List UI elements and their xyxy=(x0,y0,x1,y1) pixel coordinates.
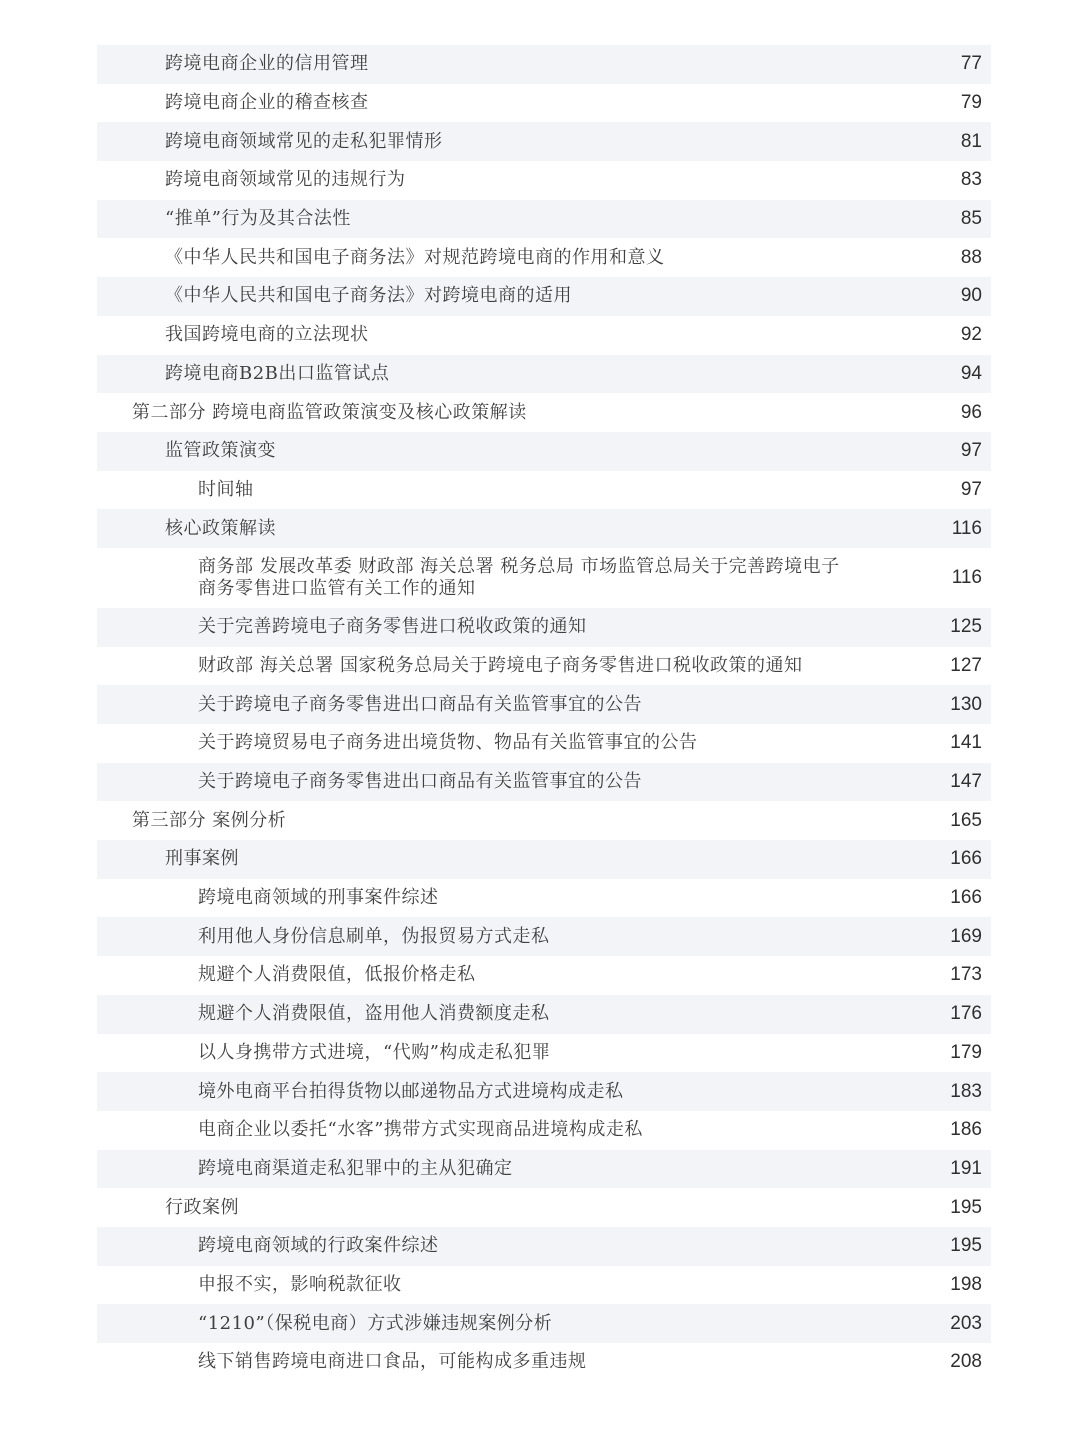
toc-entry-title: 第二部分 跨境电商监管政策演变及核心政策解读 xyxy=(132,401,527,423)
toc-entry[interactable] xyxy=(97,200,991,239)
toc-entry[interactable] xyxy=(97,432,991,471)
toc-entry-page: 166 xyxy=(950,848,982,870)
toc-entry[interactable] xyxy=(97,355,991,394)
toc-entry[interactable] xyxy=(97,879,991,918)
toc-entry[interactable] xyxy=(97,45,991,84)
toc-entry[interactable] xyxy=(97,1227,991,1266)
toc-entry-title: 第三部分 案例分析 xyxy=(132,809,287,831)
toc-entry-page: 85 xyxy=(960,208,982,230)
toc-entry-page: 165 xyxy=(950,809,982,831)
toc-entry-title: 核心政策解读 xyxy=(165,517,276,539)
toc-entry[interactable] xyxy=(97,1072,991,1111)
toc-entry-page: 147 xyxy=(950,771,982,793)
toc-entry[interactable] xyxy=(97,840,991,879)
toc-entry-title: 跨境电商领域的刑事案件综述 xyxy=(198,887,439,909)
toc-entry-title: 关于跨境电子商务零售进出口商品有关监管事宜的公告 xyxy=(198,771,642,793)
toc-entry[interactable] xyxy=(97,1304,991,1343)
toc-entry[interactable] xyxy=(97,917,991,956)
toc-entry-title: 关于跨境电子商务零售进出口商品有关监管事宜的公告 xyxy=(198,693,642,715)
toc-entry-title: 跨境电商企业的稽查核查 xyxy=(165,92,369,114)
toc-entry[interactable] xyxy=(97,724,991,763)
toc-entry-page: 186 xyxy=(950,1119,982,1141)
toc-entry[interactable] xyxy=(97,608,991,647)
toc-entry[interactable] xyxy=(97,548,991,608)
toc-entry-page: 176 xyxy=(950,1003,982,1025)
toc-entry-title: 财政部 海关总署 国家税务总局关于跨境电子商务零售进口税收政策的通知 xyxy=(198,654,803,676)
toc-entry-title: 跨境电商企业的信用管理 xyxy=(165,53,369,75)
toc-entry-title: 电商企业以委托“水客”携带方式实现商品进境构成走私 xyxy=(198,1119,643,1141)
toc-entry-page: 183 xyxy=(950,1080,982,1102)
toc-entry-page: 208 xyxy=(950,1351,982,1373)
toc-entry[interactable] xyxy=(97,161,991,200)
toc-entry[interactable] xyxy=(97,1034,991,1073)
toc-entry-title: 以人身携带方式进境，“代购”构成走私犯罪 xyxy=(198,1041,551,1063)
toc-entry-page: 191 xyxy=(950,1157,982,1179)
toc-entry[interactable] xyxy=(97,647,991,686)
toc-entry-title: 跨境电商领域常见的走私犯罪情形 xyxy=(165,130,443,152)
toc-entry[interactable] xyxy=(97,1150,991,1189)
toc-entry-title: 线下销售跨境电商进口食品，可能构成多重违规 xyxy=(198,1351,587,1373)
toc-entry[interactable] xyxy=(97,277,991,316)
toc-entry[interactable] xyxy=(97,995,991,1034)
toc-entry-title: 商务部 发展改革委 财政部 海关总署 税务总局 市场监管总局关于完善跨境电子商务零售进口监管有关工作的通知 xyxy=(198,555,840,599)
toc-part-heading[interactable] xyxy=(97,393,991,432)
toc-entry-title: 《中华人民共和国电子商务法》对跨境电商的适用 xyxy=(165,285,572,307)
table-of-contents xyxy=(97,45,991,1382)
toc-entry-title: 规避个人消费限值，低报价格走私 xyxy=(198,964,476,986)
toc-entry[interactable] xyxy=(97,238,991,277)
toc-entry-page: 88 xyxy=(960,246,982,268)
toc-entry-page: 83 xyxy=(960,169,982,191)
toc-entry-title: 跨境电商B2B出口监管试点 xyxy=(165,362,390,384)
toc-entry-page: 169 xyxy=(950,925,982,947)
toc-entry-page: 195 xyxy=(950,1196,982,1218)
toc-entry-title: 利用他人身份信息刷单，伪报贸易方式走私 xyxy=(198,925,550,947)
toc-entry[interactable] xyxy=(97,122,991,161)
toc-entry-title: 跨境电商领域常见的违规行为 xyxy=(165,169,406,191)
toc-entry-title: 《中华人民共和国电子商务法》对规范跨境电商的作用和意义 xyxy=(165,246,665,268)
toc-entry-title: 关于完善跨境电子商务零售进口税收政策的通知 xyxy=(198,616,587,638)
toc-entry-page: 130 xyxy=(950,693,982,715)
toc-entry-page: 96 xyxy=(960,401,982,423)
toc-entry-page: 97 xyxy=(960,478,982,500)
toc-entry-page: 90 xyxy=(960,285,982,307)
toc-entry-page: 92 xyxy=(960,324,982,346)
toc-entry[interactable] xyxy=(97,1188,991,1227)
toc-entry[interactable] xyxy=(97,509,991,548)
toc-entry[interactable] xyxy=(97,763,991,802)
toc-entry-page: 127 xyxy=(950,654,982,676)
toc-entry[interactable] xyxy=(97,1266,991,1305)
toc-entry-page: 94 xyxy=(960,362,982,384)
toc-entry[interactable] xyxy=(97,685,991,724)
toc-entry-title: 时间轴 xyxy=(198,478,254,500)
toc-entry-title: “推单”行为及其合法性 xyxy=(165,208,351,230)
toc-entry-page: 81 xyxy=(960,130,982,152)
toc-entry-page: 166 xyxy=(950,887,982,909)
toc-entry-page: 125 xyxy=(950,616,982,638)
toc-entry[interactable] xyxy=(97,84,991,123)
toc-entry-page: 77 xyxy=(960,53,982,75)
toc-entry-page: 116 xyxy=(951,517,982,539)
toc-entry-title: 行政案例 xyxy=(165,1196,239,1218)
toc-entry-title: 我国跨境电商的立法现状 xyxy=(165,324,369,346)
toc-entry[interactable] xyxy=(97,471,991,510)
toc-part-heading[interactable] xyxy=(97,801,991,840)
toc-entry-page: 116 xyxy=(951,566,982,588)
toc-entry[interactable] xyxy=(97,1343,991,1382)
toc-entry-title: 刑事案例 xyxy=(165,848,239,870)
toc-entry-title: 规避个人消费限值，盗用他人消费额度走私 xyxy=(198,1003,550,1025)
toc-entry-page: 97 xyxy=(960,440,982,462)
toc-entry-page: 198 xyxy=(950,1273,982,1295)
toc-entry-title: 跨境电商领域的行政案件综述 xyxy=(198,1235,439,1257)
toc-entry-title: 跨境电商渠道走私犯罪中的主从犯确定 xyxy=(198,1157,513,1179)
toc-entry-title: 监管政策演变 xyxy=(165,440,276,462)
toc-entry[interactable] xyxy=(97,956,991,995)
toc-entry-page: 203 xyxy=(950,1312,982,1334)
toc-entry-page: 179 xyxy=(950,1041,982,1063)
toc-entry-page: 173 xyxy=(950,964,982,986)
toc-entry-page: 79 xyxy=(960,92,982,114)
toc-entry-title: “1210”（保税电商）方式涉嫌违规案例分析 xyxy=(198,1312,553,1334)
toc-entry-title: 境外电商平台拍得货物以邮递物品方式进境构成走私 xyxy=(198,1080,624,1102)
toc-entry-title: 关于跨境贸易电子商务进出境货物、物品有关监管事宜的公告 xyxy=(198,732,698,754)
toc-entry[interactable] xyxy=(97,1111,991,1150)
toc-entry-title: 申报不实，影响税款征收 xyxy=(198,1273,402,1295)
toc-entry[interactable] xyxy=(97,316,991,355)
toc-entry-page: 141 xyxy=(950,732,982,754)
toc-entry-page: 195 xyxy=(950,1235,982,1257)
